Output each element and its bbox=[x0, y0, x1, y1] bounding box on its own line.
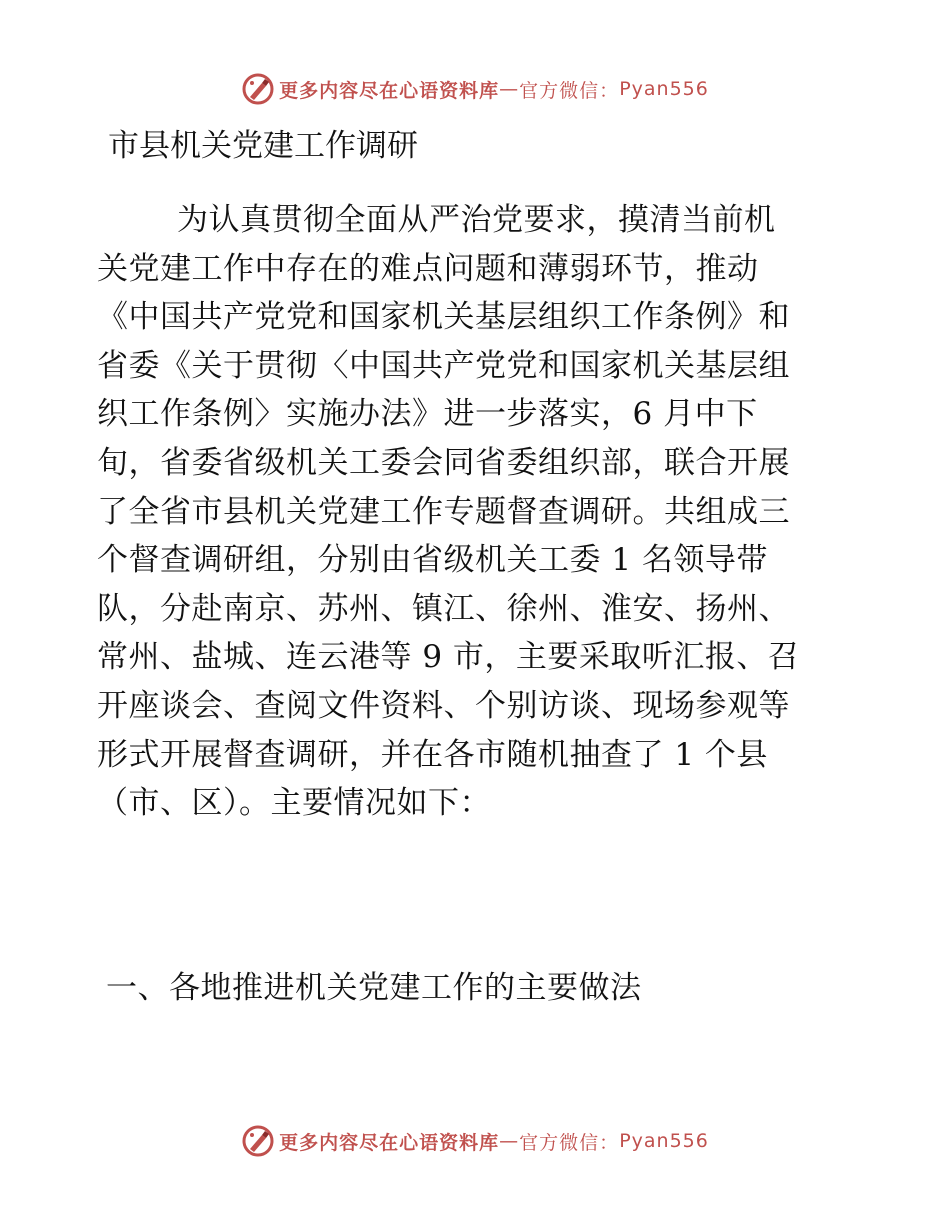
watermark-site-text: 更多内容尽在心语资料库 bbox=[279, 1131, 500, 1154]
watermark-wechat-label: 官方微信： bbox=[519, 79, 620, 102]
paragraph-line: 个督查调研组，分别由省级机关工委 1 名领导带 bbox=[97, 542, 768, 579]
header-watermark bbox=[0, 72, 950, 106]
watermark-wechat-label: 官方微信： bbox=[519, 1131, 620, 1154]
paragraph-line: 为认真贯彻全面从严治党要求，摸清当前机 bbox=[177, 202, 776, 238]
footer-watermark bbox=[0, 1124, 950, 1158]
watermark-wechat-id: Pyan556 bbox=[619, 78, 709, 100]
paragraph-line: 织工作条例〉实施办法》进一步落实，6 月中下 bbox=[97, 396, 758, 433]
watermark-site-text: 更多内容尽在心语资料库 bbox=[279, 79, 500, 102]
paragraph-line: 《中国共产党党和国家机关基层组织工作条例》和 bbox=[97, 299, 790, 336]
document-paragraph bbox=[97, 196, 857, 828]
section-heading: 一、各地推进机关党建工作的主要做法 bbox=[106, 970, 642, 1006]
paragraph-line: 开座谈会、查阅文件资料、个别访谈、现场参观等 bbox=[97, 687, 790, 724]
paragraph-line: 形式开展督查调研，并在各市随机抽查了 1 个县 bbox=[97, 736, 768, 773]
paragraph-line: 队，分赴南京、苏州、镇江、徐州、淮安、扬州、 bbox=[97, 590, 790, 627]
paragraph-line: 关党建工作中存在的难点问题和薄弱环节，推动 bbox=[97, 250, 759, 287]
document-title: 市县机关党建工作调研 bbox=[108, 128, 418, 164]
pen-logo-icon bbox=[241, 72, 275, 106]
paragraph-line: 省委《关于贯彻〈中国共产党党和国家机关基层组 bbox=[97, 347, 790, 384]
paragraph-line: 了全省市县机关党建工作专题督查调研。共组成三 bbox=[97, 493, 790, 530]
pen-logo-icon bbox=[241, 1124, 275, 1158]
paragraph-line: 旬，省委省级机关工委会同省委组织部，联合开展 bbox=[97, 444, 790, 481]
watermark-dash: — bbox=[499, 78, 520, 100]
paragraph-line: （市、区）。主要情况如下： bbox=[97, 785, 491, 822]
paragraph-line: 常州、盐城、连云港等 9 市，主要采取听汇报、召 bbox=[97, 639, 800, 676]
watermark-wechat-id: Pyan556 bbox=[619, 1130, 709, 1152]
watermark-dash: — bbox=[499, 1130, 520, 1152]
